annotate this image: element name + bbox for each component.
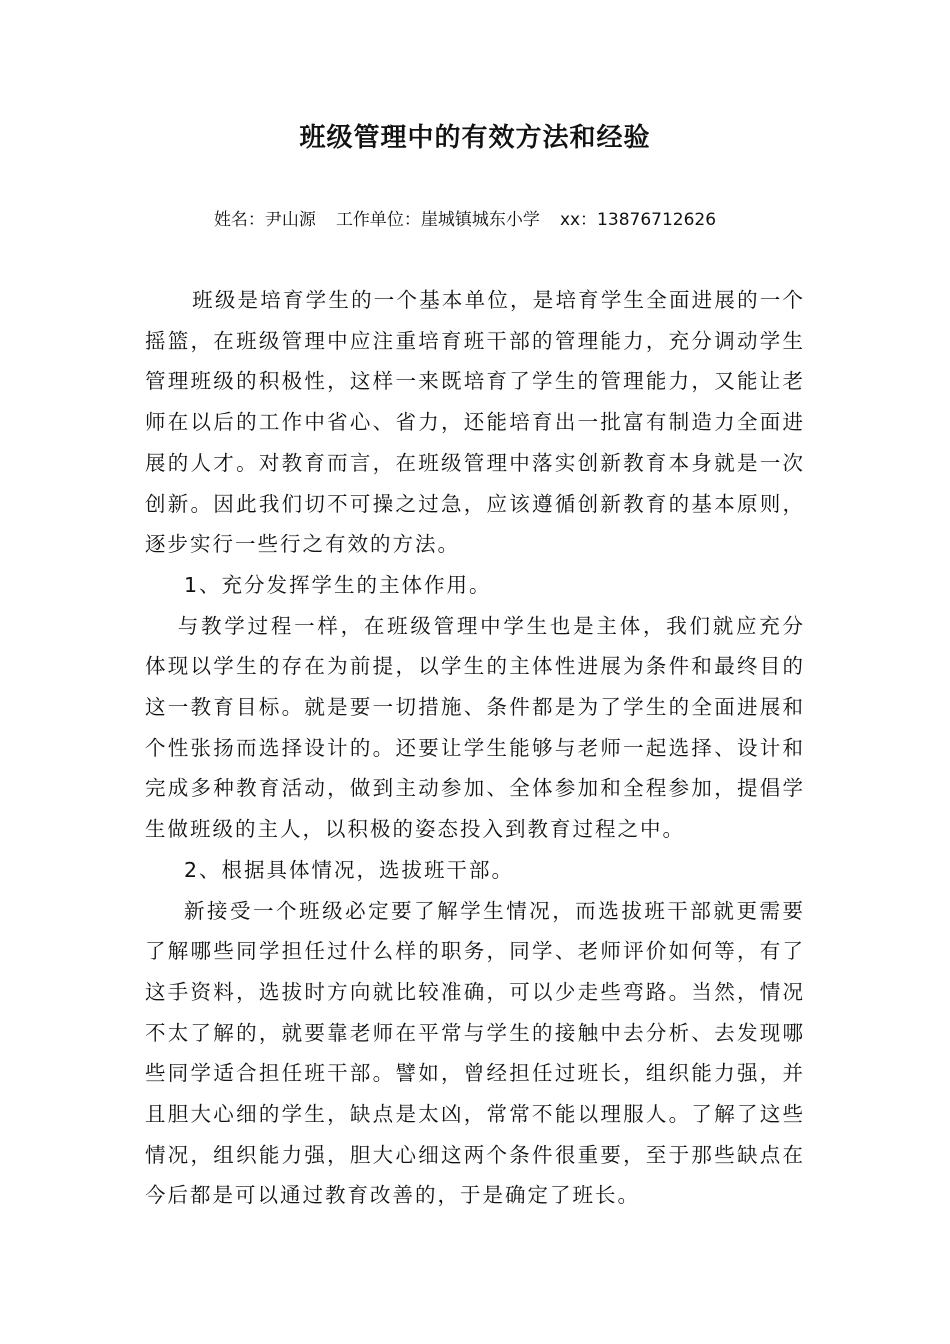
author-info-line — [0, 206, 930, 234]
document-title: 班级管理中的有效方法和经验 — [299, 123, 651, 153]
author-name: 姓名：尹山源 — [213, 210, 316, 230]
document-body — [145, 280, 805, 1216]
paragraph-section-2: 新接受一个班级必定要了解学生情况，而选拔班干部就更需要了解哪些同学担任过什么样的职务，同学、老师评价如何等，有了这手资料，选拔时方向就比较准确，可以少走些弯路。当然，情况不太了解的，就要靠老师在平常与学生的接触中去分析、去发现哪些同学适合担任班干部。譬如，曾经担任过班长，组织能力强，并且胆大心细的学生，缺点是太凶，常常不能以理服人。了解了这些情况，组织能力强，胆大心细这两个条件很重要，至于那些缺点在今后都是可以通过教育改善的，于是确定了班长。 — [145, 898, 805, 1208]
author-work-unit: 工作单位：崖城镇城东小学 — [335, 210, 540, 230]
paragraph-intro: 班级是培育学生的一个基本单位，是培育学生全面进展的一个摇篮，在班级管理中应注重培育班干部的管理能力，充分调动学生管理班级的积极性，这样一来既培育了学生的管理能力，又能让老师在以后的工作中省心、省力，还能培育出一批富有制造力全面进展的人才。对教育而言，在班级管理中落实创新教育本身就是一次创新。因此我们切不可操之过急，应该遵循创新教育的基本原则，逐步实行一些行之有效的方法。 — [145, 288, 805, 557]
section-heading-1: 1、充分发挥学生的主体作用。 — [183, 572, 492, 597]
paragraph-section-1: 与教学过程一样，在班级管理中学生也是主体，我们就应充分体现以学生的存在为前提，以学生的主体性进展为条件和最终目的这一教育目标。就是要一切措施、条件都是为了学生的全面进展和个性张扬而选择设计的。还要让学生能够与老师一起选择、设计和完成多种教育活动，做到主动参加、全体参加和全程参加，提倡学生做班级的主人，以积极的姿态投入到教育过程之中。 — [145, 613, 805, 842]
section-heading-2: 2、根据具体情况，选拔班干部。 — [183, 857, 514, 882]
author-phone: xx：13876712626 — [559, 210, 717, 230]
